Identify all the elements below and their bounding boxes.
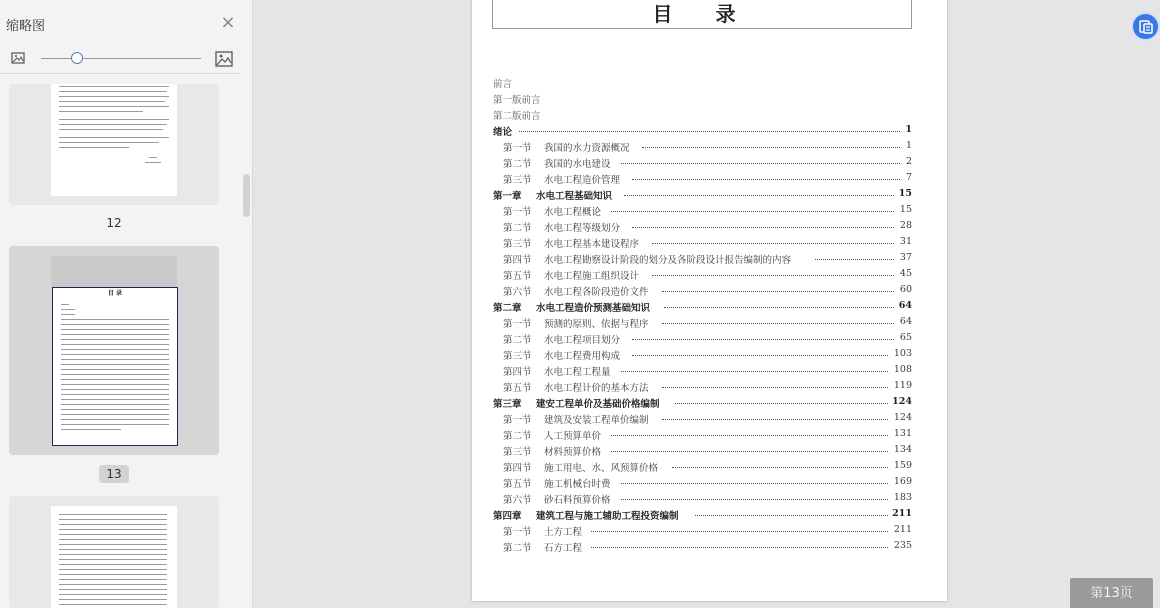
zoom-slider-track[interactable]: [41, 58, 201, 59]
toc-section-label: 第四节: [503, 367, 532, 378]
thumbnail-page-12[interactable]: [9, 84, 219, 205]
toc-entry[interactable]: [493, 186, 912, 202]
thumbnail-page-14[interactable]: [9, 496, 219, 608]
thumbnail-page-number: 12: [106, 216, 122, 230]
toc-entry[interactable]: [493, 74, 912, 90]
toc-section-label: 第四节: [503, 463, 532, 474]
toc-entry[interactable]: [493, 362, 912, 378]
zoom-slider-handle[interactable]: [71, 52, 83, 64]
toc-entry-title: 石方工程: [544, 543, 583, 554]
toc-entry[interactable]: [493, 474, 912, 490]
toc-page-number: 15: [898, 188, 912, 199]
toc-entry[interactable]: [493, 218, 912, 234]
toc-page-number: 37: [899, 252, 912, 263]
toc-page-number: 131: [893, 428, 912, 439]
toc-entry[interactable]: [493, 378, 912, 394]
toc-section-label: 第一节: [503, 207, 532, 218]
toc-entry[interactable]: [493, 250, 912, 266]
toc-entry[interactable]: [493, 314, 912, 330]
toc-section-label: 前言: [493, 79, 513, 90]
toc-page-number: 183: [893, 492, 912, 503]
toc-page-number: 103: [893, 348, 912, 359]
toc-page-number: 28: [899, 220, 912, 231]
toc-page-number: 45: [899, 268, 912, 279]
toc-leader-dots: [591, 547, 888, 548]
toc-entry-title: 水电工程基础知识: [536, 191, 613, 202]
toc-leader-dots: [632, 179, 900, 180]
toc-section-label: 第五节: [503, 479, 532, 490]
toc-leader-dots: [632, 339, 894, 340]
toc-section-label: 第一章: [493, 191, 522, 202]
toc-section-label: 第四章: [493, 511, 522, 522]
panel-scrollbar[interactable]: [243, 174, 250, 217]
toc-leader-dots: [621, 499, 888, 500]
toc-entry[interactable]: [493, 106, 912, 122]
toc-section-label: 第三节: [503, 447, 532, 458]
thumbnail-panel: [0, 0, 253, 608]
toc-leader-dots: [642, 147, 900, 148]
toc-page-number: 1: [905, 140, 912, 151]
toc-entry-title: 水电工程费用构成: [544, 351, 621, 362]
toc-page-number: 169: [893, 476, 912, 487]
toc-entry[interactable]: [493, 138, 912, 154]
toc-section-label: 第五节: [503, 271, 532, 282]
toc-section-label: 第一版前言: [493, 95, 541, 106]
toc-entry[interactable]: [493, 522, 912, 538]
toc-entry-title: 水电工程造价预测基础知识: [536, 303, 651, 314]
toc-section-label: 第二节: [503, 223, 532, 234]
toc-entry[interactable]: [493, 170, 912, 186]
toc-leader-dots: [652, 275, 894, 276]
toc-entry-title: 水电工程项目划分: [544, 335, 621, 346]
thumbnail-zoom-control: [0, 48, 248, 72]
toc-leader-dots: [662, 291, 894, 292]
toc-page-number: 124: [892, 396, 912, 407]
toc-entry[interactable]: [493, 154, 912, 170]
toc-page-number: 1: [905, 124, 912, 135]
toc-entry[interactable]: [493, 234, 912, 250]
toc-leader-dots: [519, 131, 900, 132]
image-small-icon[interactable]: [11, 51, 25, 65]
thumbnail-page-image: [52, 287, 178, 446]
panel-title: 缩略图: [6, 19, 46, 34]
toc-page-number: 31: [899, 236, 912, 247]
toc-page-number: 65: [899, 332, 912, 343]
toc-section-label: 第二节: [503, 543, 532, 554]
toc-leader-dots: [662, 387, 888, 388]
toc-entry-title: 水电工程等级划分: [544, 223, 621, 234]
toc-entry-title: 人工预算单价: [544, 431, 602, 442]
toc-section-label: 第一节: [503, 319, 532, 330]
thumbnail-page-image: [51, 84, 177, 196]
toc-section-label: 第二版前言: [493, 111, 541, 122]
toc-entry-title: 建筑工程与施工辅助工程投资编制: [536, 511, 679, 522]
toc-section-label: 第二节: [503, 159, 532, 170]
toc-leader-dots: [662, 323, 894, 324]
toc-leader-dots: [695, 515, 888, 516]
thumbnail-page-13[interactable]: [9, 246, 219, 455]
toc-entry-title: 预测的原则、依据与程序: [544, 319, 649, 330]
toc-entry-title: 水电工程概论: [544, 207, 602, 218]
toc-entry[interactable]: [493, 410, 912, 426]
toc-leader-dots: [611, 435, 888, 436]
toc-leader-dots: [611, 451, 888, 452]
toc-entry[interactable]: [493, 442, 912, 458]
toc-entry[interactable]: [493, 202, 912, 218]
toc-leader-dots: [621, 483, 888, 484]
toc-entry[interactable]: [493, 490, 912, 506]
image-large-icon[interactable]: [215, 50, 233, 68]
toc-entry[interactable]: [493, 426, 912, 442]
toc-leader-dots: [591, 531, 888, 532]
toc-section-label: 第四节: [503, 255, 532, 266]
floating-tool-button[interactable]: [1131, 12, 1160, 41]
toc-page-number: 134: [893, 444, 912, 455]
toc-entry-title: 土方工程: [544, 527, 583, 538]
toc-entry-title: 水电工程勘察设计阶段的划分及各阶段设计报告编制的内容: [544, 255, 792, 266]
toc-entry-title: 建筑及安装工程单价编制: [544, 415, 649, 426]
toc-page-number: 64: [899, 316, 912, 327]
toc-leader-dots: [632, 227, 894, 228]
panel-divider: [0, 73, 240, 74]
toc-title-box: [492, 0, 912, 29]
toc-entry-title: 水电工程基本建设程序: [544, 239, 640, 250]
toc-entry-title: 水电工程计价的基本方法: [544, 383, 649, 394]
thumbnail-page-image: [51, 506, 177, 608]
toc-section-label: 第二章: [493, 303, 522, 314]
toc-leader-dots: [664, 307, 894, 308]
toc-entry-title: 建安工程单价及基础价格编制: [536, 399, 660, 410]
toc-page-number: 211: [893, 524, 912, 535]
thumbnail-prev-page-edge: [51, 256, 177, 288]
close-icon[interactable]: ×: [220, 12, 236, 33]
toc-entry-title: 砂石料预算价格: [544, 495, 611, 506]
toc-entry-title: 水电工程各阶段造价文件: [544, 287, 649, 298]
toc-entry[interactable]: [493, 122, 912, 138]
toc-entry-title: 水电工程施工组织设计: [544, 271, 640, 282]
toc-entry-title: 材料预算价格: [544, 447, 602, 458]
toc-entry[interactable]: [493, 538, 912, 554]
toc-page-number: 15: [899, 204, 912, 215]
toc-leader-dots: [632, 355, 888, 356]
toc-leader-dots: [621, 163, 900, 164]
toc-entry-title: 我国的水力资源概况: [544, 143, 630, 154]
toc-section-label: 第六节: [503, 287, 532, 298]
toc-leader-dots: [675, 403, 888, 404]
toc-page-number: 108: [893, 364, 912, 375]
toc-page-number: 235: [893, 540, 912, 551]
toc-section-label: 第三章: [493, 399, 522, 410]
toc-section-label: 绪论: [493, 127, 513, 138]
toc-entry-title: 施工用电、水、风预算价格: [544, 463, 659, 474]
toc-section-label: 第一节: [503, 143, 532, 154]
toc-page-number: 64: [898, 300, 912, 311]
toc-section-label: 第一节: [503, 415, 532, 426]
toc-entry[interactable]: [493, 298, 912, 314]
toc-section-label: 第五节: [503, 383, 532, 394]
thumbnail-page-heading: 目 录: [107, 290, 123, 297]
toc-section-label: 第一节: [503, 527, 532, 538]
toc-section-label: 第三节: [503, 351, 532, 362]
toc-entry[interactable]: [493, 330, 912, 346]
toc-section-label: 第三节: [503, 239, 532, 250]
toc-entry-title: 施工机械台时费: [544, 479, 611, 490]
floating-tool-icon: [1138, 19, 1154, 35]
toc-entry-title: 我国的水电建设: [544, 159, 611, 170]
page-indicator: 第13页: [1070, 578, 1153, 608]
toc-entry-title: 水电工程工程量: [544, 367, 611, 378]
toc-leader-dots: [621, 371, 888, 372]
thumbnail-page-number: 13: [99, 465, 129, 483]
toc-section-label: 第二节: [503, 431, 532, 442]
toc-entry[interactable]: [493, 506, 912, 522]
toc-page-number: 119: [893, 380, 912, 391]
toc-leader-dots: [815, 259, 894, 260]
toc-entry[interactable]: [493, 266, 912, 282]
toc-entry[interactable]: [493, 282, 912, 298]
toc-leader-dots: [672, 467, 888, 468]
toc-page-number: 124: [893, 412, 912, 423]
toc-entry-title: 水电工程造价管理: [544, 175, 621, 186]
toc-page-number: 60: [899, 284, 912, 295]
toc-section-label: 第二节: [503, 335, 532, 346]
document-page: [472, 0, 947, 601]
toc-page-number: 2: [905, 156, 912, 167]
toc-leader-dots: [611, 211, 894, 212]
toc-page-number: 7: [905, 172, 912, 183]
toc-section-label: 第三节: [503, 175, 532, 186]
toc-entry[interactable]: [493, 394, 912, 410]
toc-page-number: 159: [893, 460, 912, 471]
toc-entry[interactable]: [493, 90, 912, 106]
toc-page-number: 211: [892, 508, 912, 519]
toc-leader-dots: [662, 419, 888, 420]
toc-entry[interactable]: [493, 458, 912, 474]
toc-leader-dots: [624, 195, 894, 196]
toc-title: 目 录: [652, 2, 754, 26]
toc-leader-dots: [652, 243, 894, 244]
toc-section-label: 第六节: [503, 495, 532, 506]
toc-entry[interactable]: [493, 346, 912, 362]
